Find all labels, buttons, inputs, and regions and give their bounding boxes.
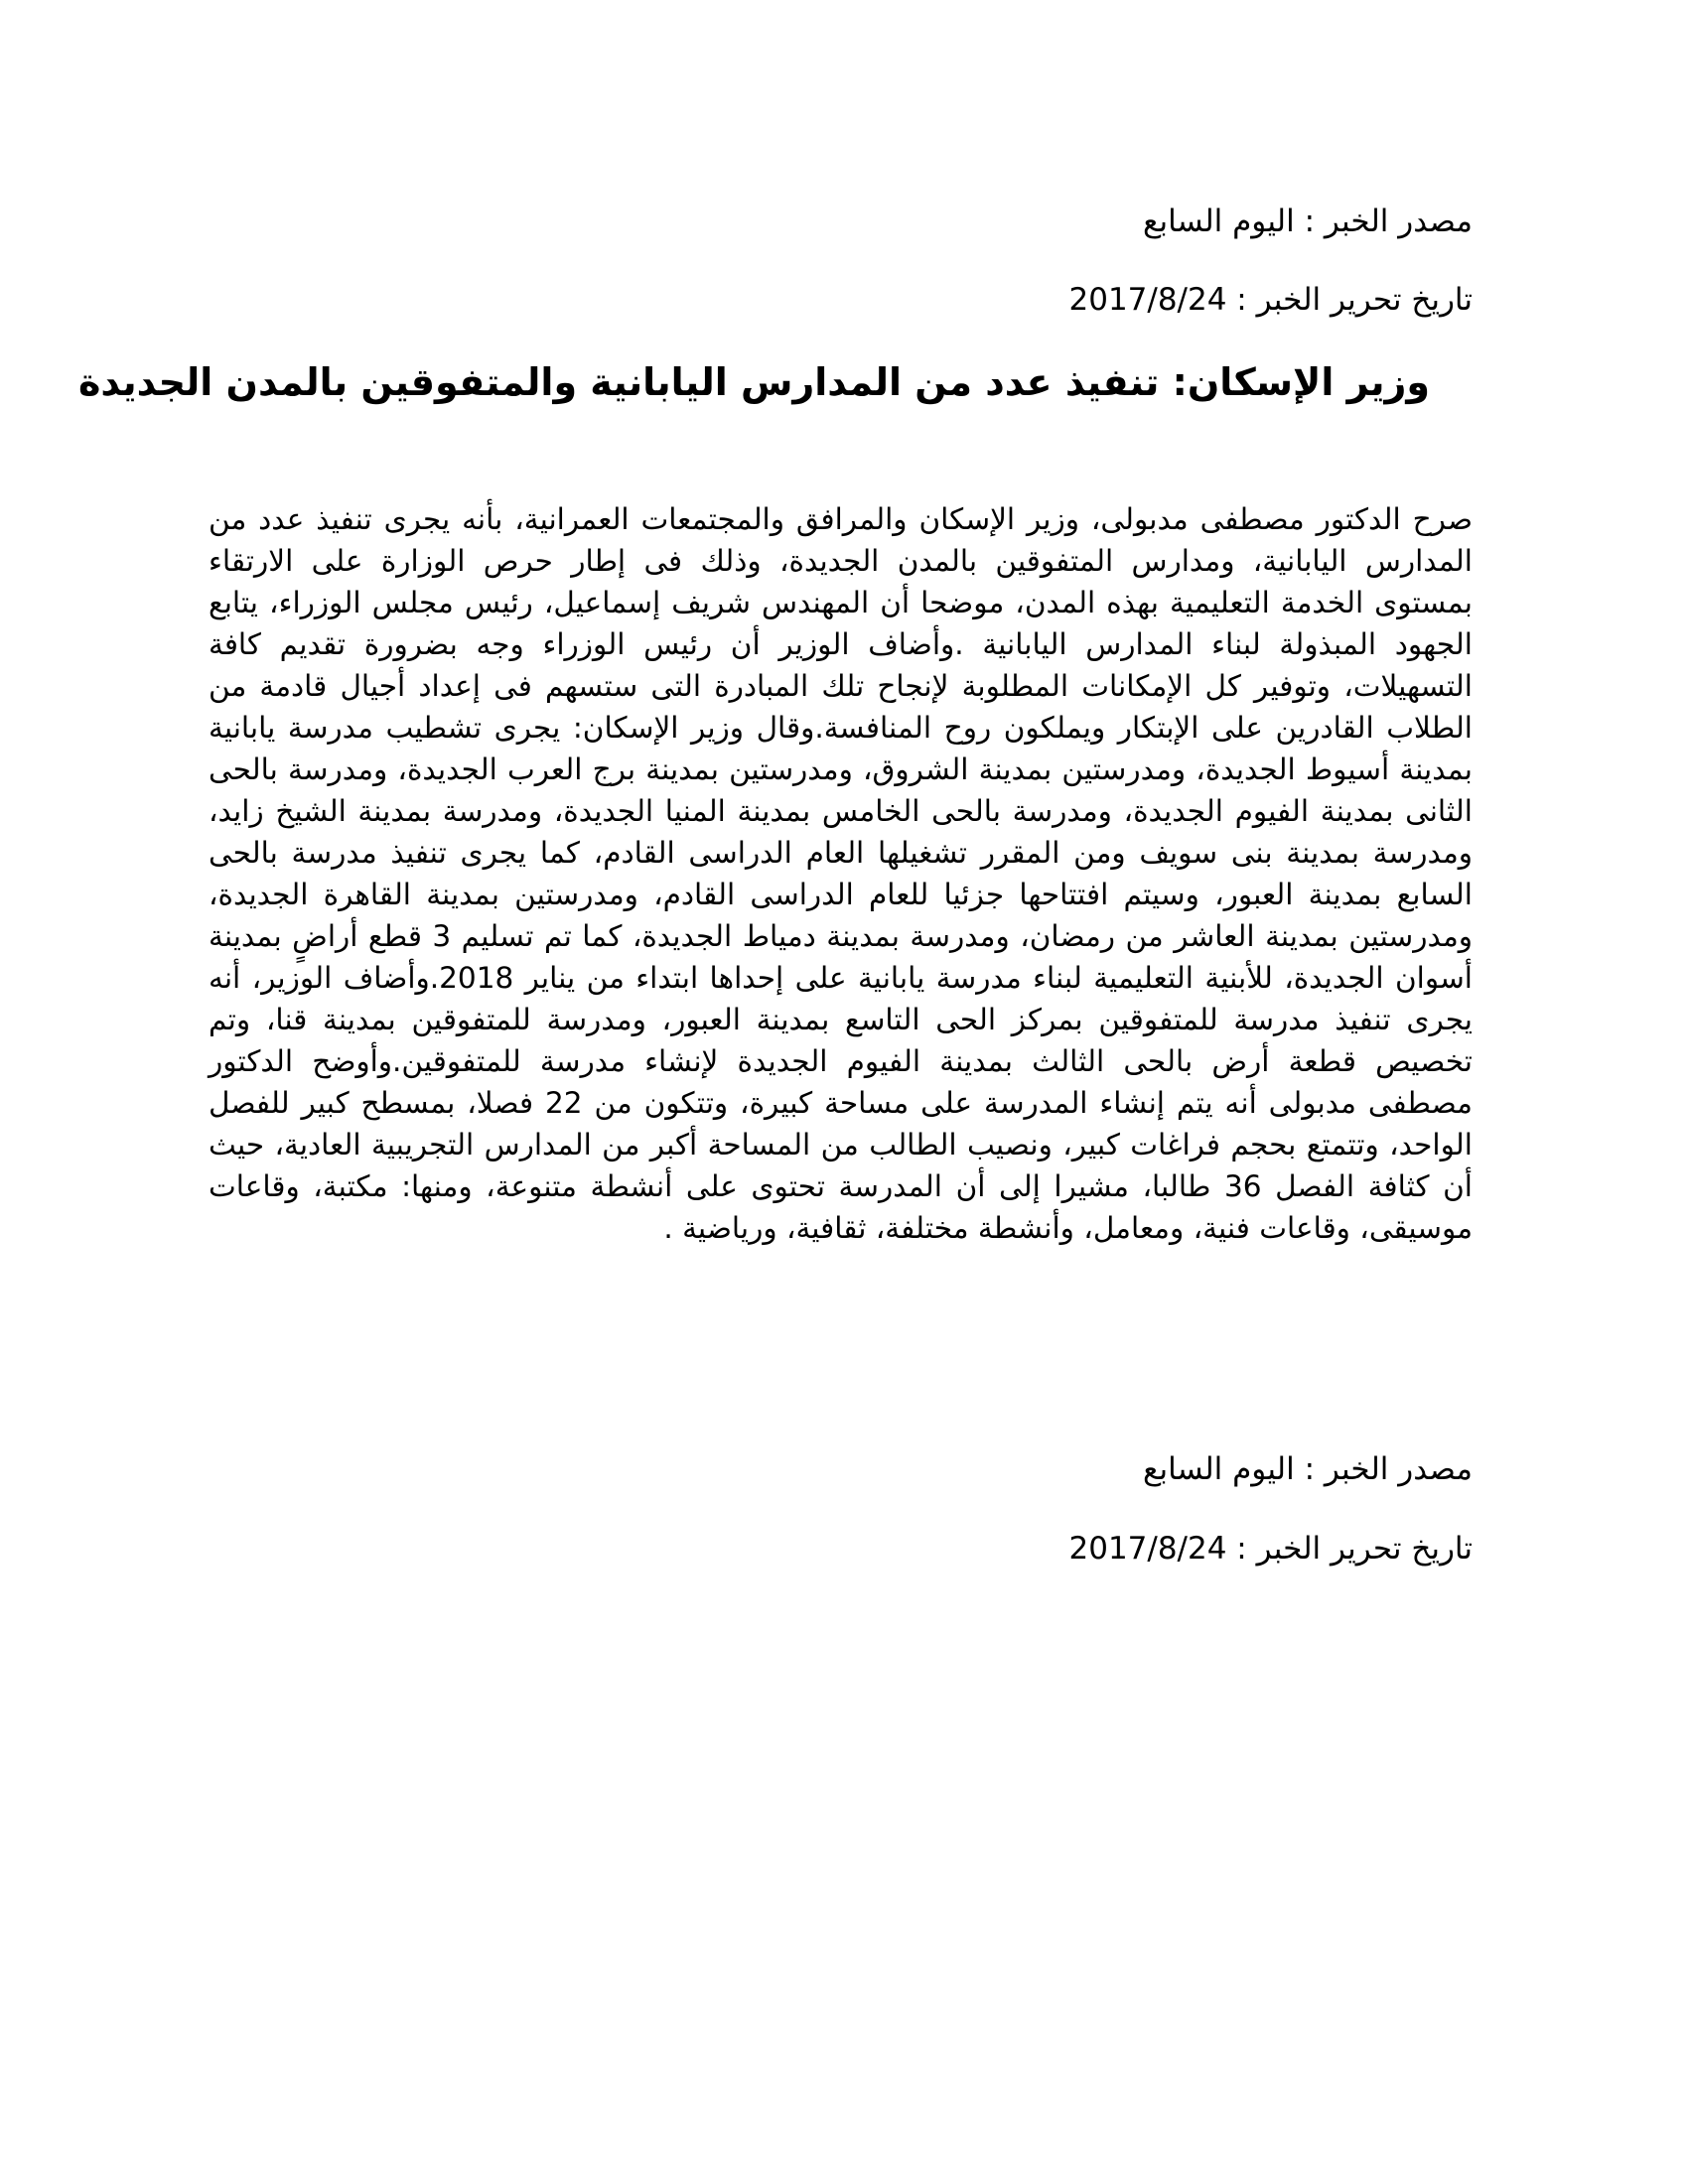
news-source-line-footer xyxy=(1143,1449,1473,1489)
edit-date-line xyxy=(1069,280,1474,320)
edit-date-value: 2017/8/24 xyxy=(1068,282,1227,318)
news-source-line xyxy=(1143,202,1473,241)
news-source-label-footer: مصدر الخبر : xyxy=(1294,1451,1473,1487)
news-source-label: مصدر الخبر : xyxy=(1294,204,1473,239)
edit-date-line-footer xyxy=(1069,1529,1474,1569)
edit-date-label: تاريخ تحرير الخبر : xyxy=(1226,282,1473,318)
edit-date-label-footer: تاريخ تحرير الخبر : xyxy=(1226,1531,1473,1567)
news-source-value-footer: اليوم السابع xyxy=(1142,1451,1295,1487)
news-source-value: اليوم السابع xyxy=(1142,204,1295,239)
edit-date-value-footer: 2017/8/24 xyxy=(1068,1531,1227,1567)
article-body: صرح الدكتور مصطفى مدبولى، وزير الإسكان والمرافق والمجتمعات العمرانية، بأنه يجرى تنفيذ عدد من المدارس اليابانية، ومدارس المتفوقين بالمدن الجديدة، وذلك فى إطار حرص الوزارة على الارتقاء بمستوى الخدمة التعليمية بهذه المدن، موضحا أن المهندس شريف إسماعيل، رئيس مجلس الوزراء، يتابع الجهود المبذولة لبناء المدارس اليابانية .وأضاف الوزير أن رئيس الوزراء وجه بضرورة تقديم كافة التسهيلات، وتوفير كل الإمكانات المطلوبة لإنجاح تلك المبادرة التى ستسهم فى إعداد أجيال قادمة من الطلاب القادرين على الإبتكار ويملكون روح المنافسة.وقال وزير الإسكان: يجرى تشطيب مدرسة يابانية بمدينة أسيوط الجديدة، ومدرستين بمدينة الشروق، ومدرستين بمدينة برج العرب الجديدة، ومدرسة بالحى الثانى بمدينة الفيوم الجديدة، ومدرسة بالحى الخامس بمدينة المنيا الجديدة، ومدرسة بمدينة الشيخ زايد، ومدرسة بمدينة بنى سويف ومن المقرر تشغيلها العام الدراسى القادم، كما يجرى تنفيذ مدرسة بالحى السابع بمدينة العبور، وسيتم افتتاحها جزئيا للعام الدراسى القادم، ومدرستين بمدينة القاهرة الجديدة، ومدرستين بمدينة العاشر من رمضان، ومدرسة بمدينة دمياط الجديدة، كما تم تسليم 3 قطع أراضٍ بمدينة أسوان الجديدة، للأبنية التعليمية لبناء مدرسة يابانية على إحداها ابتداء من يناير 2018.وأضاف الوزير، أنه يجرى تنفيذ مدرسة للمتفوقين بمركز الحى التاسع بمدينة العبور، ومدرسة للمتفوقين بمدينة قنا، وتم تخصيص قطعة أرض بالحى الثالث بمدينة الفيوم الجديدة لإنشاء مدرسة للمتفوقين.وأوضح الدكتور مصطفى مدبولى أنه يتم إنشاء المدرسة على مساحة كبيرة، وتتكون من 22 فصلا، بمسطح كبير للفصل الواحد، وتتمتع بحجم فراغات كبير، ونصيب الطالب من المساحة أكبر من المدارس التجريبية العادية، حيث أن كثافة الفصل 36 طالبا، مشيرا إلى أن المدرسة تحتوى على أنشطة متنوعة، ومنها: مكتبة، وقاعات موسيقى، وقاعات فنية، ومعامل، وأنشطة مختلفة، ثقافية، ورياضية . xyxy=(209,502,1474,1245)
article-headline: وزير الإسكان: تنفيذ عدد من المدارس اليابانية والمتفوقين بالمدن الجديدة xyxy=(78,360,1430,404)
